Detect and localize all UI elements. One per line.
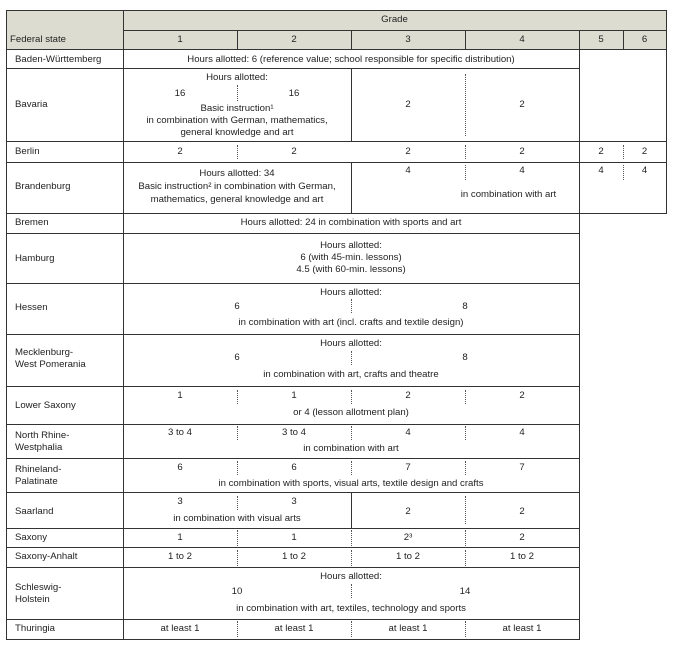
rule (6, 233, 579, 234)
bb-line-3: mathematics, general knowledge and art (150, 194, 324, 205)
th-grade-2: at least 1 (274, 623, 314, 634)
st-grade-3: 1 to 2 (395, 551, 420, 562)
bb-line-2: Basic instruction² in combination with German, (138, 181, 336, 192)
rule (6, 619, 579, 620)
rule (6, 10, 666, 11)
sh-grades-1-2: 10 (231, 586, 243, 597)
be-grade-5: 2 (598, 146, 604, 157)
nw-grade-2: 3 to 4 (281, 427, 306, 438)
state-name: Holstein (15, 594, 50, 605)
th-grade-4: at least 1 (502, 623, 542, 634)
rule (123, 30, 666, 31)
sh-grades-3-4: 14 (459, 586, 471, 597)
ni-note: or 4 (lesson allotment plan) (293, 407, 409, 418)
state-name: Lower Saxony (15, 400, 76, 411)
sn-grade-4: 2 (519, 532, 525, 543)
nw-combo: in combination with art (303, 443, 399, 454)
nw-grade-3: 4 (405, 427, 411, 438)
rule (6, 162, 666, 163)
grade-header: Grade (381, 14, 408, 25)
state-name: Saxony-Anhalt (15, 551, 78, 562)
nw-grade-1: 3 to 4 (167, 427, 192, 438)
be-grade-1: 2 (177, 146, 183, 157)
rule (6, 547, 579, 548)
by-grade-4: 2 (519, 99, 525, 110)
by-grade-3: 2 (405, 99, 411, 110)
state-name: Rhineland- (15, 464, 62, 475)
rule (6, 213, 666, 214)
mv-hours-label: Hours allotted: (320, 338, 382, 349)
by-combo-1: in combination with German, mathematics, (146, 115, 328, 126)
rp-grade-1: 6 (177, 462, 183, 473)
sn-grade-3: 2³ (403, 532, 413, 543)
hb-hours: Hours allotted: 24 in combination with sports and art (240, 217, 462, 228)
rp-grade-3: 7 (405, 462, 411, 473)
bb-line-1: Hours allotted: 34 (199, 168, 275, 179)
state-name: Palatinate (15, 476, 58, 487)
bb-grade-3: 4 (405, 165, 411, 176)
by-hours-label: Hours allotted: (206, 72, 268, 83)
sl-grade-2: 3 (291, 496, 297, 507)
rule (6, 10, 7, 640)
hh-line-2: 6 (with 45-min. lessons) (300, 252, 402, 263)
rule (6, 334, 579, 335)
mv-grades-1-2: 6 (234, 352, 240, 363)
sh-combo: in combination with art, textiles, technology and sports (236, 603, 466, 614)
mv-grades-3-4: 8 (462, 352, 468, 363)
th-grade-1: at least 1 (160, 623, 200, 634)
rule (6, 567, 579, 568)
state-name: West Pomerania (15, 359, 86, 370)
rule (465, 30, 466, 49)
state-name: Hessen (15, 302, 48, 313)
sl-combo: in combination with visual arts (173, 513, 301, 524)
bb-combo: in combination with art (460, 189, 557, 200)
ni-grade-4: 2 (519, 390, 525, 401)
rule (6, 492, 579, 493)
rule (666, 10, 667, 214)
state-name: Bremen (15, 217, 49, 228)
be-grade-6: 2 (641, 146, 648, 157)
st-grade-2: 1 to 2 (281, 551, 306, 562)
he-grades-3-4: 8 (462, 301, 468, 312)
bb-grade-5: 4 (598, 165, 604, 176)
state-name: Westphalia (15, 442, 63, 453)
he-combo: in combination with art (incl. crafts and textile design) (238, 317, 464, 328)
state-name: Hamburg (15, 253, 55, 264)
state-name: Berlin (15, 146, 40, 157)
st-grade-1: 1 to 2 (167, 551, 192, 562)
he-hours-label: Hours allotted: (320, 287, 382, 298)
rule (579, 30, 580, 640)
rp-grade-2: 6 (291, 462, 297, 473)
grade-3-header: 3 (405, 34, 411, 45)
rule (623, 30, 624, 49)
sn-grade-1: 1 (177, 532, 183, 543)
grade-5-header: 5 (598, 34, 604, 45)
rule (6, 639, 579, 640)
state-name: Saxony (15, 532, 47, 543)
rule (6, 68, 579, 69)
grade-2-header: 2 (291, 34, 297, 45)
hh-line-3: 4.5 (with 60-min. lessons) (296, 264, 406, 275)
sh-hours-label: Hours allotted: (320, 571, 382, 582)
rp-grade-4: 7 (519, 462, 525, 473)
be-grade-2: 2 (291, 146, 297, 157)
state-name: Bavaria (15, 99, 48, 110)
bb-grade-4: 4 (519, 165, 525, 176)
federal-state-header: Federal state (10, 34, 66, 45)
state-name: Mecklenburg- (15, 347, 74, 358)
state-name: Saarland (15, 506, 54, 517)
rule (6, 49, 666, 50)
rule (6, 424, 579, 425)
be-grade-4: 2 (519, 146, 525, 157)
st-grade-4: 1 to 2 (509, 551, 534, 562)
ni-grade-1: 1 (177, 390, 183, 401)
rp-combo: in combination with sports, visual arts, textile design and crafts (218, 478, 484, 489)
mv-combo: in combination with art, crafts and theatre (263, 369, 439, 380)
rule (237, 30, 238, 49)
state-name: North Rhine- (15, 430, 70, 441)
rule (6, 528, 579, 529)
sl-grade-3: 2 (405, 506, 411, 517)
grade-4-header: 4 (519, 34, 525, 45)
he-grades-1-2: 6 (234, 301, 240, 312)
th-grade-3: at least 1 (388, 623, 428, 634)
rule (6, 141, 666, 142)
by-combo-2: general knowledge and art (180, 127, 294, 138)
ni-grade-2: 1 (291, 390, 297, 401)
by-basic: Basic instruction¹ (200, 103, 274, 114)
sl-grade-1: 3 (177, 496, 183, 507)
rule (6, 283, 579, 284)
grade-1-header: 1 (177, 34, 183, 45)
state-name: Brandenburg (15, 181, 71, 192)
state-name: Thuringia (15, 623, 55, 634)
state-name: Schleswig- (15, 582, 62, 593)
sl-grade-4: 2 (519, 506, 525, 517)
curriculum-table (6, 10, 666, 640)
by-grade-1: 16 (174, 88, 186, 99)
rule (6, 458, 579, 459)
rule (351, 30, 352, 49)
ni-grade-3: 2 (405, 390, 411, 401)
bw-hours: Hours allotted: 6 (reference value; school responsible for specific distribution) (187, 54, 515, 65)
be-grade-3: 2 (405, 146, 411, 157)
bb-grade-6: 4 (641, 165, 648, 176)
hh-line-1: Hours allotted: (320, 240, 382, 251)
rule (6, 386, 579, 387)
by-grade-2: 16 (288, 88, 300, 99)
sn-grade-2: 1 (291, 532, 297, 543)
grade-6-header: 6 (641, 34, 648, 45)
state-name: Baden-Württemberg (15, 54, 102, 65)
nw-grade-4: 4 (519, 427, 525, 438)
